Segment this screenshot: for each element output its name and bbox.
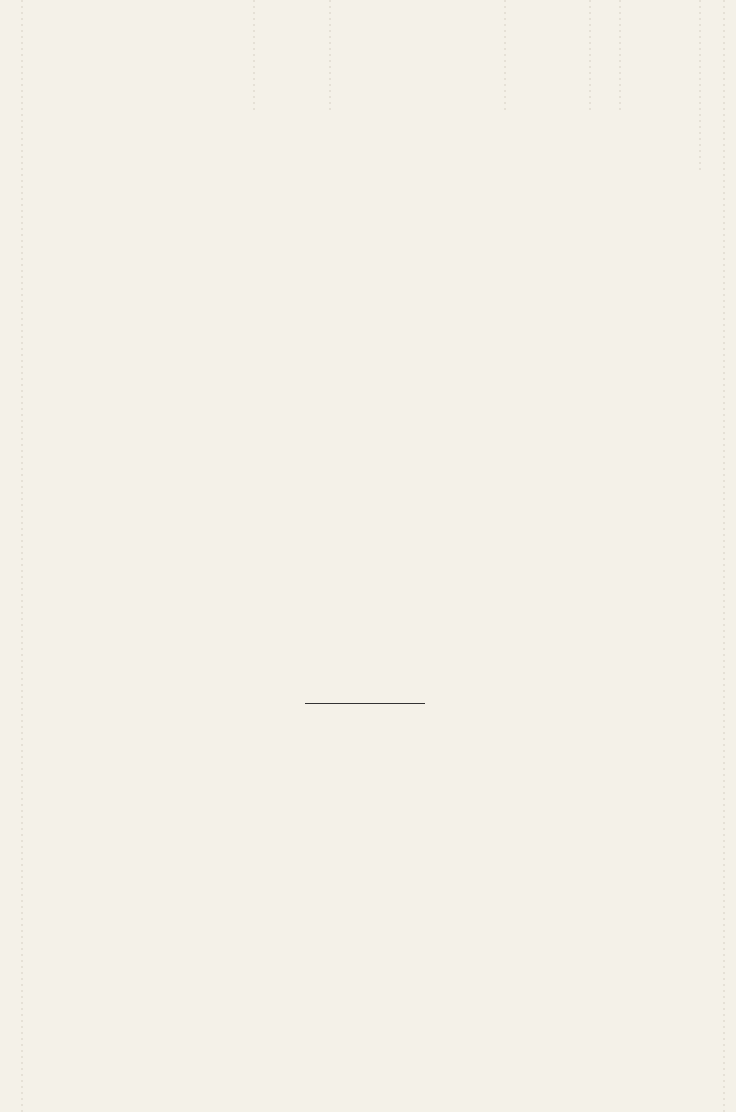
section-rule — [305, 703, 425, 704]
inspectoria-section — [65, 716, 695, 722]
